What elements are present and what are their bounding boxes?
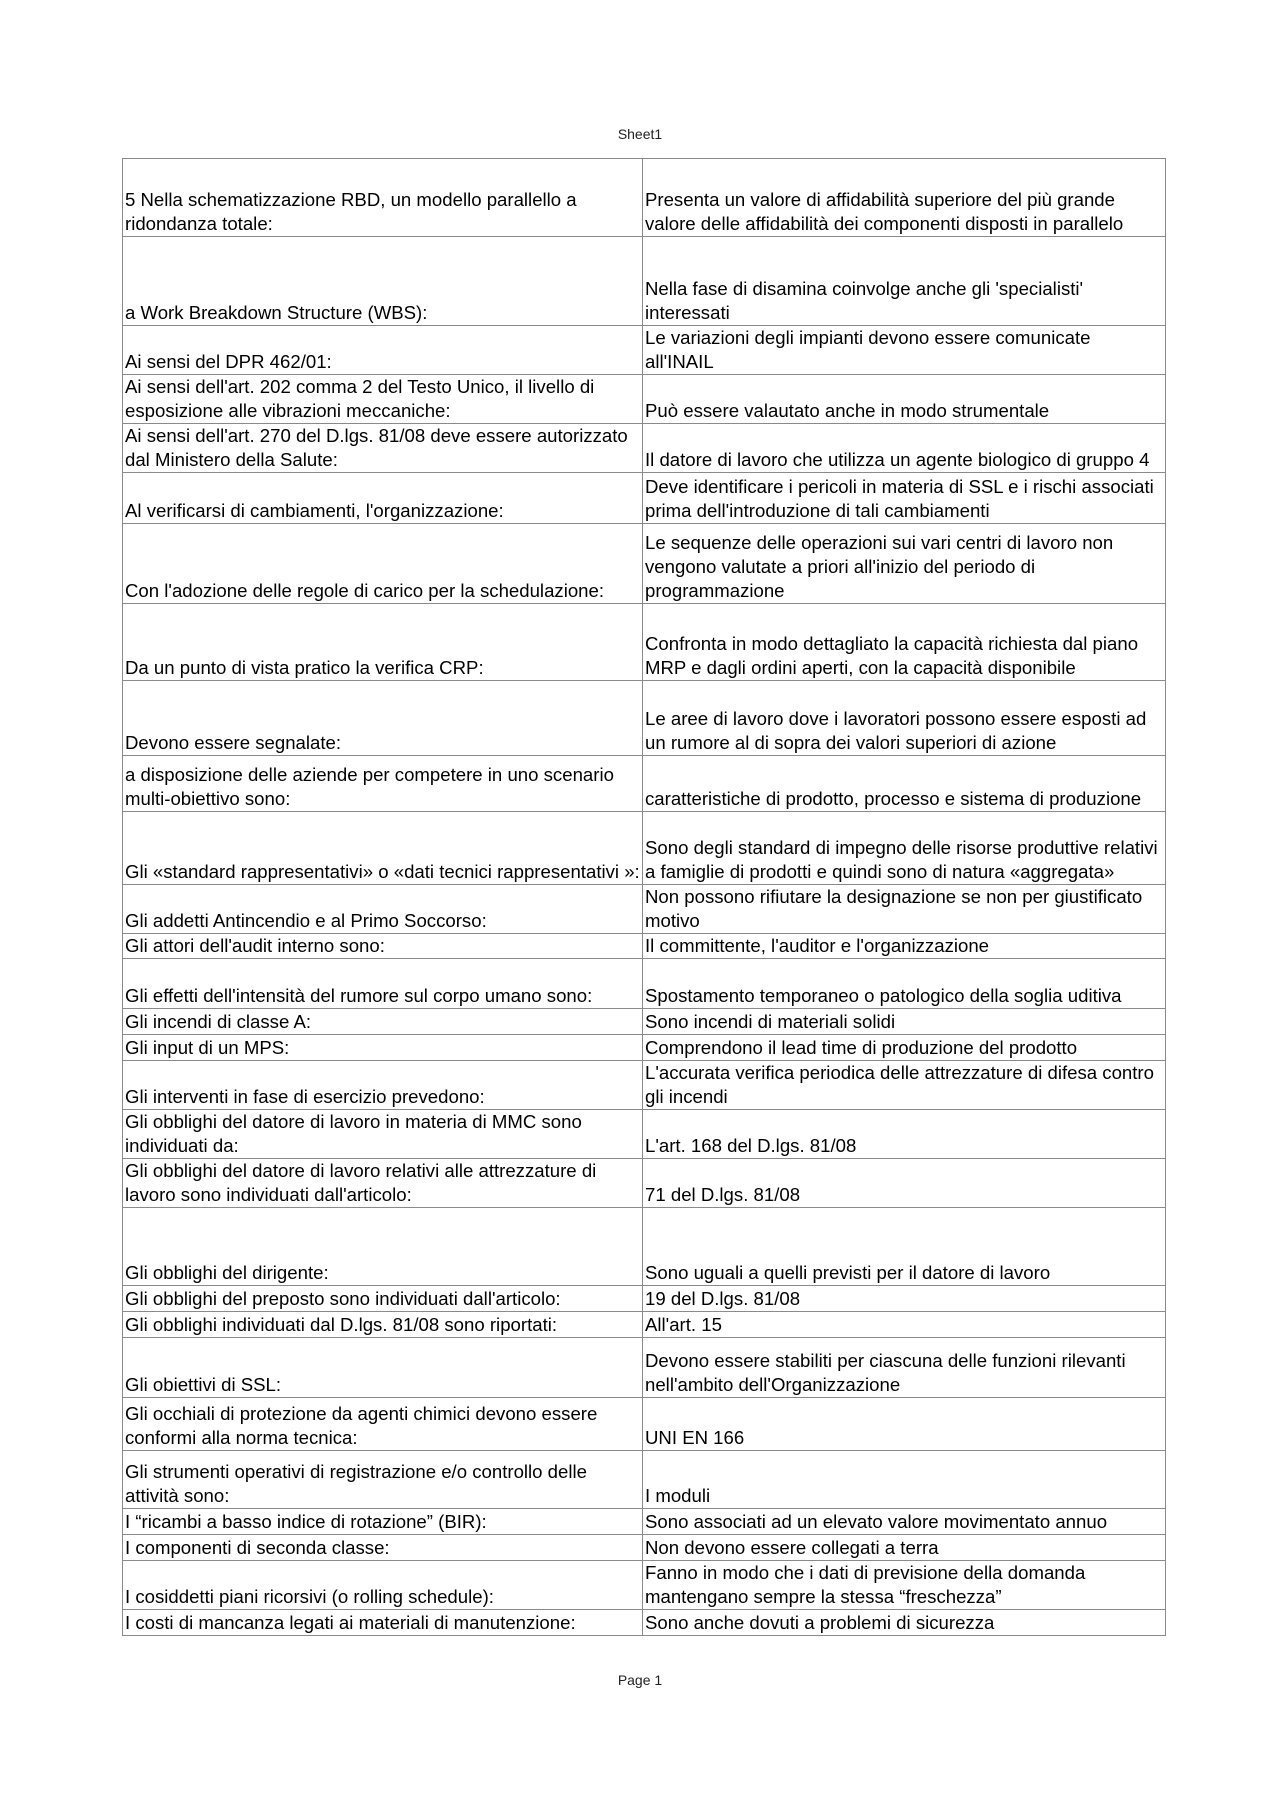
question-cell: Gli obblighi del datore di lavoro in materia di MMC sono individuati da: [123, 1110, 643, 1159]
question-cell: Gli obiettivi di SSL: [123, 1338, 643, 1398]
answer-cell: Non devono essere collegati a terra [643, 1535, 1166, 1561]
table-row [123, 756, 1166, 812]
question-cell: Gli effetti dell'intensità del rumore sul corpo umano sono: [123, 959, 643, 1009]
answer-cell: Le sequenze delle operazioni sui vari centri di lavoro non vengono valutate a priori all'inizio del periodo di programmazione [643, 524, 1166, 604]
answer-cell: Può essere valautato anche in modo strumentale [643, 375, 1166, 424]
table-row [123, 159, 1166, 237]
question-cell: Gli addetti Antincendio e al Primo Soccorso: [123, 885, 643, 934]
answer-cell: Confronta in modo dettagliato la capacità richiesta dal piano MRP e dagli ordini aperti, con la capacità disponibile [643, 604, 1166, 681]
question-cell: Gli input di un MPS: [123, 1035, 643, 1061]
answer-cell: Fanno in modo che i dati di previsione della domanda mantengano sempre la stessa “freschezza” [643, 1561, 1166, 1610]
answer-cell: Il datore di lavoro che utilizza un agente biologico di gruppo 4 [643, 424, 1166, 473]
table-row [123, 1338, 1166, 1398]
answer-cell: All'art. 15 [643, 1312, 1166, 1338]
table-row [123, 959, 1166, 1009]
answer-cell: Non possono rifiutare la designazione se non per giustificato motivo [643, 885, 1166, 934]
answer-cell: Presenta un valore di affidabilità superiore del più grande valore delle affidabilità dei componenti disposti in parallelo [643, 159, 1166, 237]
table-row [123, 1312, 1166, 1338]
table-row [123, 604, 1166, 681]
question-cell: I cosiddetti piani ricorsivi (o rolling schedule): [123, 1561, 643, 1610]
answer-cell: Sono anche dovuti a problemi di sicurezza [643, 1610, 1166, 1636]
question-cell: Gli strumenti operativi di registrazione e/o controllo delle attività sono: [123, 1451, 643, 1509]
answer-cell: Devono essere stabiliti per ciascuna delle funzioni rilevanti nell'ambito dell'Organizzazione [643, 1338, 1166, 1398]
question-cell: Ai sensi dell'art. 270 del D.lgs. 81/08 deve essere autorizzato dal Ministero della Salute: [123, 424, 643, 473]
answer-cell: Le aree di lavoro dove i lavoratori possono essere esposti ad un rumore al di sopra dei valori superiori di azione [643, 681, 1166, 756]
table-row [123, 524, 1166, 604]
table-row [123, 375, 1166, 424]
table-row [123, 1159, 1166, 1208]
question-cell: 5 Nella schematizzazione RBD, un modello parallello a ridondanza totale: [123, 159, 643, 237]
table-row [123, 1451, 1166, 1509]
question-cell: I costi di mancanza legati ai materiali di manutenzione: [123, 1610, 643, 1636]
page-number: Page 1 [617, 1672, 663, 1688]
table-row [123, 1561, 1166, 1610]
answer-cell: Nella fase di disamina coinvolge anche gli 'specialisti' interessati [643, 237, 1166, 326]
table-row [123, 1110, 1166, 1159]
table-row [123, 424, 1166, 473]
question-cell: Da un punto di vista pratico la verifica CRP: [123, 604, 643, 681]
answer-cell: UNI EN 166 [643, 1398, 1166, 1451]
answer-cell: Il committente, l'auditor e l'organizzazione [643, 934, 1166, 959]
question-cell: I componenti di seconda classe: [123, 1535, 643, 1561]
answer-cell: L'accurata verifica periodica delle attrezzature di difesa contro gli incendi [643, 1061, 1166, 1110]
answer-cell: 19 del D.lgs. 81/08 [643, 1286, 1166, 1312]
table-row [123, 885, 1166, 934]
qa-table [122, 158, 1166, 1636]
question-cell: Gli obblighi del preposto sono individuati dall'articolo: [123, 1286, 643, 1312]
table-row [123, 1398, 1166, 1451]
table-row [123, 1009, 1166, 1035]
table-row [123, 1286, 1166, 1312]
question-cell: Gli interventi in fase di esercizio prevedono: [123, 1061, 643, 1110]
question-cell: I “ricambi a basso indice di rotazione” (BIR): [123, 1509, 643, 1535]
question-cell: Devono essere segnalate: [123, 681, 643, 756]
table-row [123, 812, 1166, 885]
question-cell: Con l'adozione delle regole di carico per la schedulazione: [123, 524, 643, 604]
question-cell: Ai sensi del DPR 462/01: [123, 326, 643, 375]
answer-cell: I moduli [643, 1451, 1166, 1509]
answer-cell: Deve identificare i pericoli in materia di SSL e i rischi associati prima dell'introduzione di tali cambiamenti [643, 473, 1166, 524]
answer-cell: Le variazioni degli impianti devono essere comunicate all'INAIL [643, 326, 1166, 375]
question-cell: Gli occhiali di protezione da agenti chimici devono essere conformi alla norma tecnica: [123, 1398, 643, 1451]
question-cell: Gli «standard rappresentativi» o «dati tecnici rappresentativi »: [123, 812, 643, 885]
question-cell: Gli incendi di classe A: [123, 1009, 643, 1035]
table-row [123, 326, 1166, 375]
table-row [123, 934, 1166, 959]
question-cell: a Work Breakdown Structure (WBS): [123, 237, 643, 326]
question-cell: Gli attori dell'audit interno sono: [123, 934, 643, 959]
table-row [123, 237, 1166, 326]
question-cell: Gli obblighi individuati dal D.lgs. 81/08 sono riportati: [123, 1312, 643, 1338]
answer-cell: Sono uguali a quelli previsti per il datore di lavoro [643, 1208, 1166, 1286]
answer-cell: Comprendono il lead time di produzione del prodotto [643, 1035, 1166, 1061]
question-cell: Gli obblighi del dirigente: [123, 1208, 643, 1286]
answer-cell: Sono degli standard di impegno delle risorse produttive relativi a famiglie di prodotti e quindi sono di natura «aggregata» [643, 812, 1166, 885]
answer-cell: Sono associati ad un elevato valore movimentato annuo [643, 1509, 1166, 1535]
answer-cell: L'art. 168 del D.lgs. 81/08 [643, 1110, 1166, 1159]
table-row [123, 1535, 1166, 1561]
question-cell: Al verificarsi di cambiamenti, l'organizzazione: [123, 473, 643, 524]
question-cell: Gli obblighi del datore di lavoro relativi alle attrezzature di lavoro sono individuati dall'articolo: [123, 1159, 643, 1208]
question-cell: Ai sensi dell'art. 202 comma 2 del Testo Unico, il livello di esposizione alle vibrazioni meccaniche: [123, 375, 643, 424]
table-row [123, 1610, 1166, 1636]
answer-cell: 71 del D.lgs. 81/08 [643, 1159, 1166, 1208]
answer-cell: Sono incendi di materiali solidi [643, 1009, 1166, 1035]
table-row [123, 1035, 1166, 1061]
table-row [123, 1208, 1166, 1286]
answer-cell: Spostamento temporaneo o patologico della soglia uditiva [643, 959, 1166, 1009]
answer-cell: caratteristiche di prodotto, processo e sistema di produzione [643, 756, 1166, 812]
table-row [123, 473, 1166, 524]
table-row [123, 1061, 1166, 1110]
table-row [123, 1509, 1166, 1535]
sheet-title: Sheet1 [617, 126, 663, 142]
question-cell: a disposizione delle aziende per competere in uno scenario multi-obiettivo sono: [123, 756, 643, 812]
table-row [123, 681, 1166, 756]
